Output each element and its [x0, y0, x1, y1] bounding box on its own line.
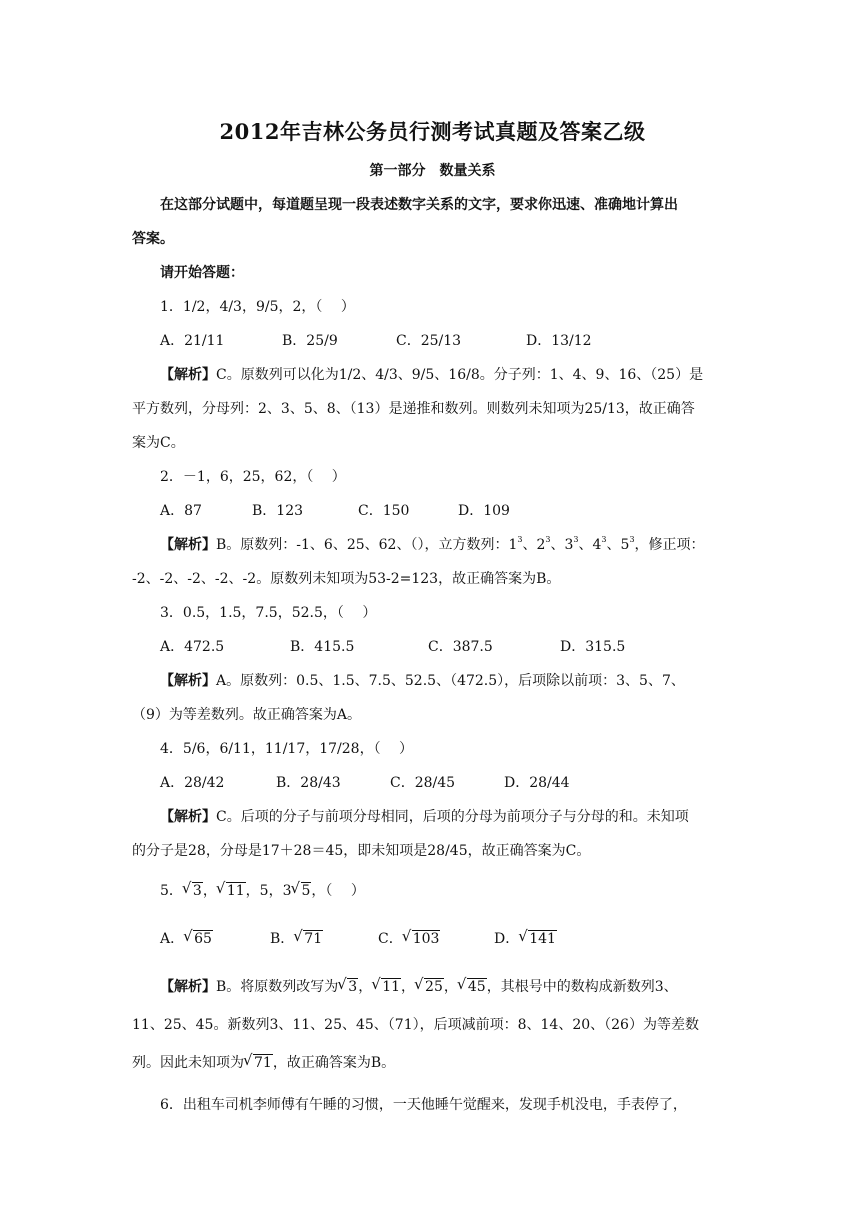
question-6-stem: 6．出租车司机李师傅有午睡的习惯，一天他睡午觉醒来，发现手机没电，手表停了，	[160, 1097, 687, 1113]
sqrt-5: √ 5	[301, 882, 312, 899]
explanation-5: 【解析】B。将原数列改写为√ 3，√ 11，√ 25，√ 45，其根号中的数构成新数列3、	[160, 976, 765, 996]
explanation-1-line3: 案为C。	[132, 435, 185, 451]
option-c: C．28/45	[390, 775, 456, 791]
explanation-4: 【解析】C。后项的分子与前项分母相同，后项的分母为前项分子与分母的和。未知项	[160, 809, 689, 825]
option-b: B．28/43	[276, 775, 341, 791]
option-d: D．315.5	[560, 639, 626, 655]
question-4-options	[160, 772, 765, 792]
option-d: D．109	[458, 503, 510, 519]
option-a: A．21/11	[160, 333, 225, 349]
explanation-4-line2: 的分子是28，分母是17＋28＝45，即未知项是28/45，故正确答案为C。	[132, 843, 591, 859]
intro-text-cont: 答案。	[132, 231, 174, 247]
option-d: D．13/12	[526, 333, 592, 349]
question-1-options	[160, 330, 765, 350]
option-a: A．87	[160, 503, 202, 519]
option-d: D．28/44	[504, 775, 570, 791]
intro-text: 在这部分试题中，每道题呈现一段表述数字关系的文字，要求你迅速、准确地计算出	[160, 197, 678, 213]
option-b: B．25/9	[282, 333, 338, 349]
option-d: D．√ 141	[494, 928, 557, 948]
explanation-2: 【解析】B。原数列：-1、6、25、62、（），立方数列：$1^3$、$2^3$、$3^3$、$4^3$、$5^3$，修正项：	[160, 535, 705, 553]
option-c: C．387.5	[428, 639, 493, 655]
question-5-options	[160, 928, 765, 948]
explanation-5-line3: 列。因此未知项为√ 71，故正确答案为B。	[132, 1052, 737, 1072]
option-a: A．√ 65	[160, 928, 270, 948]
option-a: A．28/42	[160, 775, 225, 791]
question-2-options	[160, 500, 765, 520]
explanation-1-line2: 平方数列，分母列：2、3、5、8、（13）是递推和数列。则数列未知项为25/13，故正确答	[132, 401, 695, 417]
document-title: 2012年吉林公务员行测考试真题及答案乙级	[219, 119, 646, 144]
explanation-5-line2: 11、25、45。新数列3、11、25、45、（71），后项减前项：8、14、20、（26）为等差数	[132, 1017, 699, 1033]
option-c: C．25/13	[396, 333, 462, 349]
section-heading: 第一部分 数量关系	[369, 163, 496, 179]
explanation-1: 【解析】C。原数列可以化为1/2、4/3、9/5、16/8。分子列：1、4、9、16、（25）是	[160, 367, 704, 383]
question-4-stem: 4．5/6，6/11，11/17，17/28，（ ）	[160, 741, 414, 757]
option-c: C．150	[358, 503, 410, 519]
question-2-stem: 2．－1，6，25，62，（ ）	[160, 469, 346, 485]
option-c: C．√ 103	[378, 928, 494, 948]
explanation-tag: 【解析】	[160, 367, 216, 383]
option-b: B．√ 71	[270, 928, 378, 948]
explanation-3-line2: （9）为等差数列。故正确答案为A。	[132, 707, 362, 723]
sqrt-11: √ 11	[226, 882, 246, 899]
sqrt-3: √ 3	[192, 882, 203, 899]
option-b: B．415.5	[290, 639, 355, 655]
start-prompt: 请开始答题：	[160, 265, 244, 281]
question-1-stem: 1．1/2，4/3，9/5，2，（ ）	[160, 299, 355, 315]
question-3-stem: 3．0.5，1.5，7.5，52.5，（ ）	[160, 605, 377, 621]
question-3-options	[160, 636, 765, 656]
option-a: A．472.5	[160, 639, 225, 655]
option-b: B．123	[252, 503, 304, 519]
question-5-stem: 5．√ 3，√ 11，5，3√ 5，（ ）	[160, 880, 765, 900]
explanation-2-line2: -2、-2、-2、-2、-2。原数列未知项为53-2=123，故正确答案为B。	[132, 571, 561, 587]
explanation-3: 【解析】A。原数列：0.5、1.5、7.5、52.5、（472.5），后项除以前项：3、5、7、	[160, 673, 685, 689]
